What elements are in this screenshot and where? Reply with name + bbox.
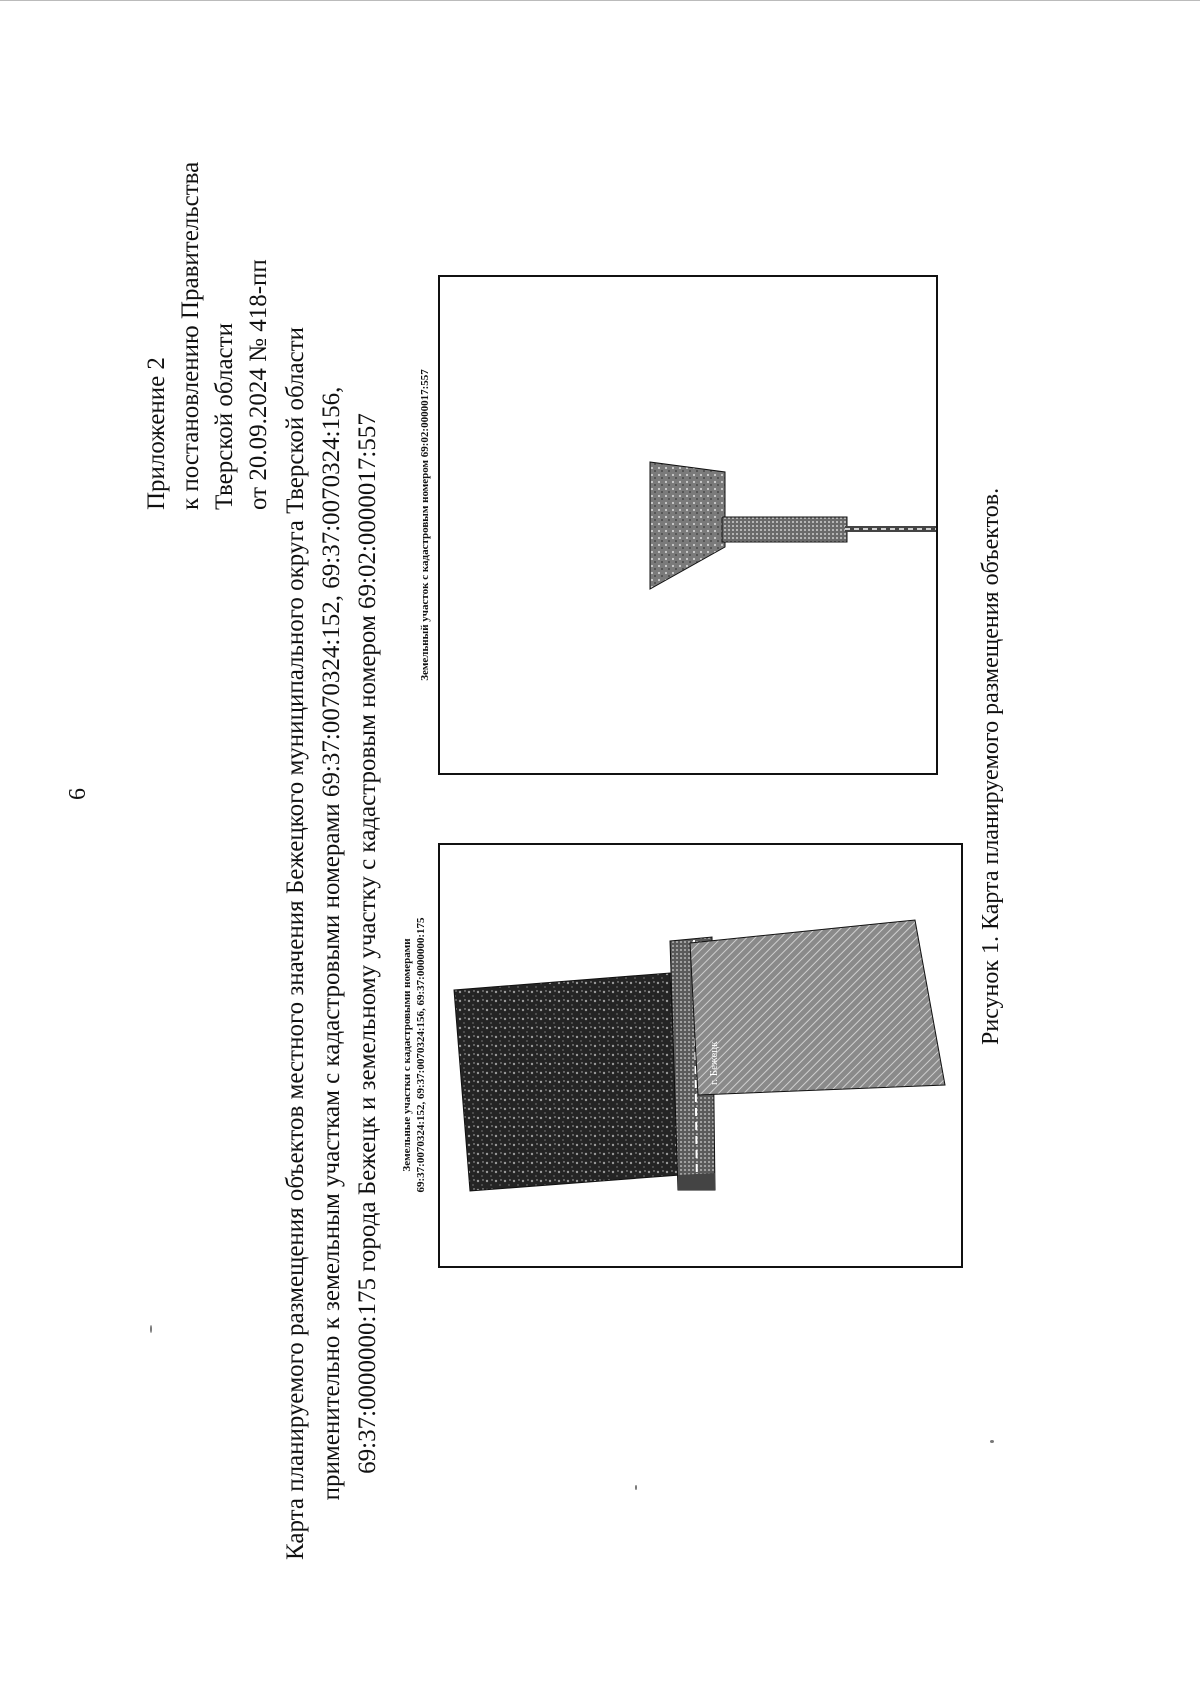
map-left-caption-line-2: 69:37:0070324:152, 69:37:0070324:156, 69:37:0000000:175 [415, 917, 427, 1193]
scan-speck [990, 1440, 994, 1443]
appendix-line-3: Тверской области [211, 323, 238, 510]
map-left-image [440, 845, 961, 1266]
scan-edge [0, 0, 1200, 1]
appendix-line-1: Приложение 2 [143, 357, 170, 510]
appendix-line-4: от 20.09.2024 № 418-пп [245, 259, 272, 510]
map-right-caption: Земельный участок с кадастровым номером 69:02:0000017:557 [419, 369, 431, 681]
appendix-line-2: к постановлению Правительства [177, 161, 204, 510]
map-right-image [440, 277, 936, 773]
scan-speck [150, 1325, 152, 1333]
title-line-1: Карта планируемого размещения объектов местного значения Бежецкого муниципального округа Тверской области [282, 326, 309, 1560]
scan-speck [635, 1485, 637, 1490]
map-left-frame [438, 843, 963, 1268]
title-line-2: применительно к земельным участкам с кадастровыми номерами 69:37:0070324:152, 69:37:0070324:156, [318, 386, 345, 1501]
document-title [278, 327, 386, 1560]
page-number: 6 [65, 788, 91, 800]
map-left-caption-line-1: Земельные участки с кадастровыми номерами [401, 938, 413, 1172]
place-label: г. Бежецк [708, 1041, 720, 1085]
figure-caption: Рисунок 1. Карта планируемого размещения объектов. [978, 487, 1004, 1045]
map-left-caption [400, 845, 428, 1265]
map-right-frame [438, 275, 938, 775]
appendix-block [140, 162, 276, 510]
title-line-3: 69:37:0000000:175 города Бежецк и земельному участку с кадастровым номером 69:02:0000017:557 [354, 413, 381, 1474]
